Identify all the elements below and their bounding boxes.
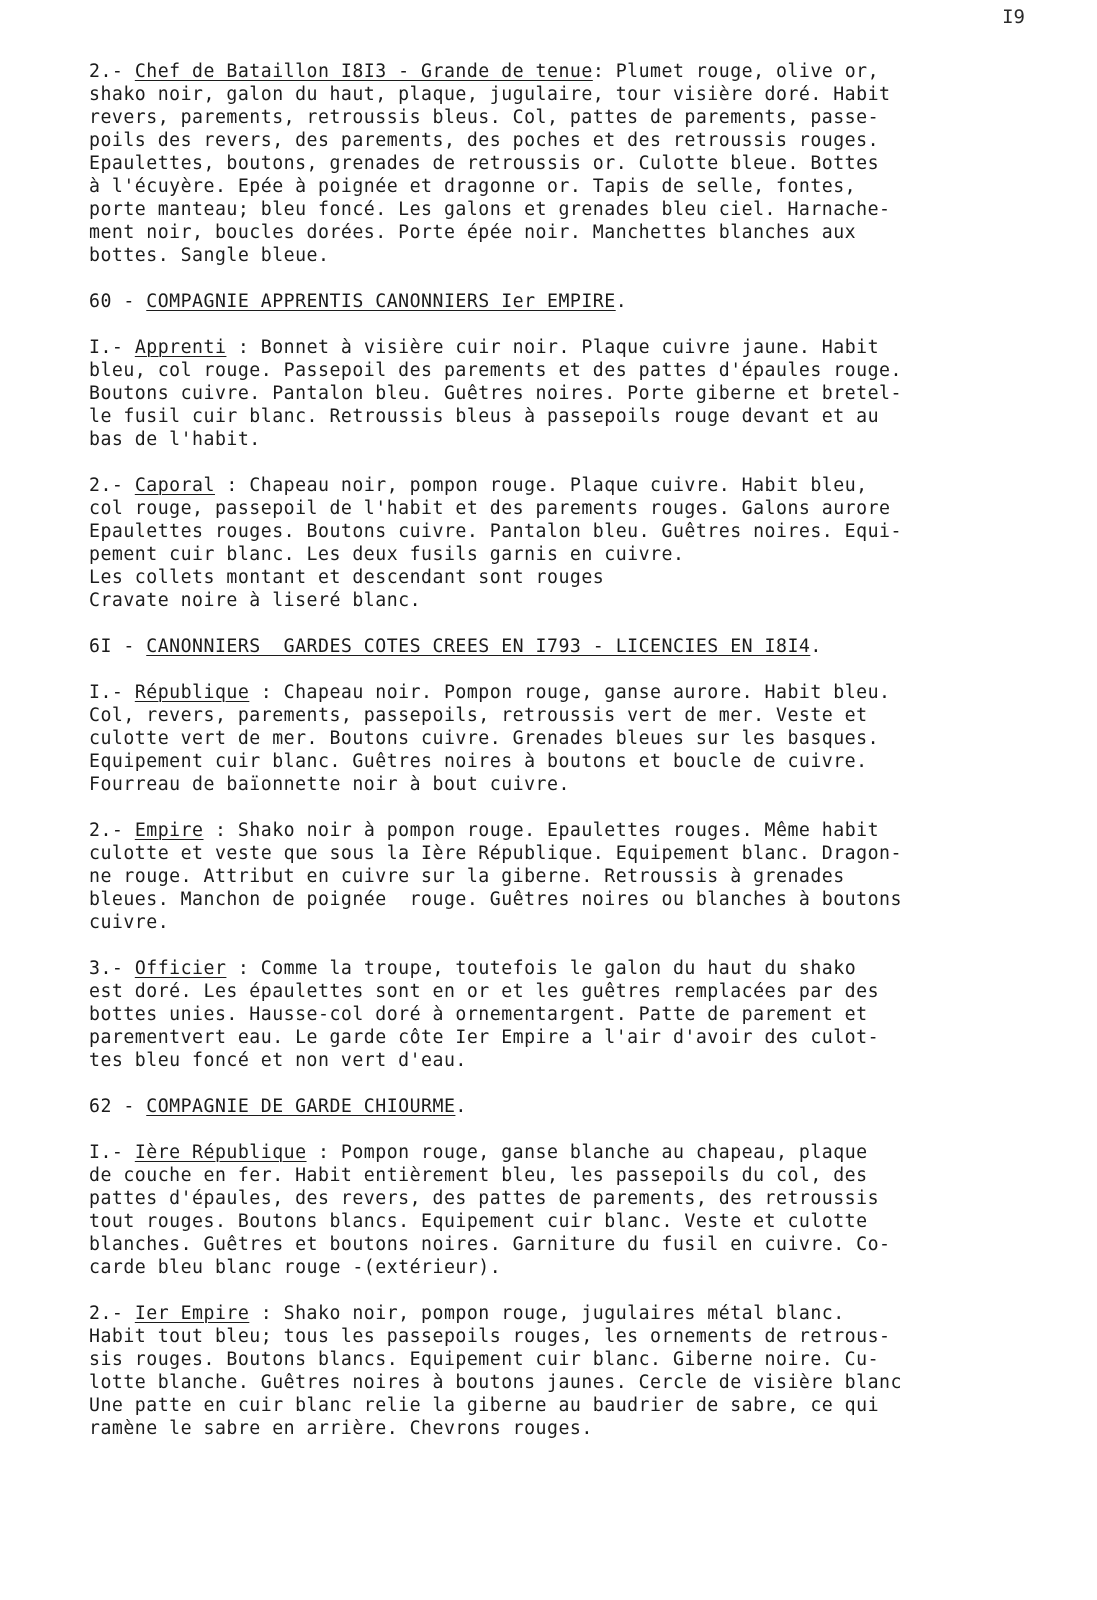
section-heading bbox=[89, 635, 1079, 658]
section-heading bbox=[89, 290, 1079, 313]
entry-text: parementvert eau. Le garde côte Ier Empire a l'air d'avoir des culot- bbox=[89, 1027, 880, 1048]
text-line bbox=[89, 106, 1079, 129]
entry-number: I.- bbox=[89, 682, 135, 703]
text-line bbox=[89, 773, 1079, 796]
entry-number: I.- bbox=[89, 1142, 135, 1163]
text-line bbox=[89, 1256, 1079, 1279]
blank-line bbox=[89, 934, 1079, 957]
entry-text: blanches. Guêtres et boutons noires. Garniture du fusil en cuivre. Co- bbox=[89, 1234, 891, 1255]
entry-title: Officier bbox=[134, 958, 227, 979]
blank-line bbox=[89, 1279, 1079, 1302]
entry-number: 2.- bbox=[89, 1303, 135, 1324]
uniform-entry bbox=[89, 957, 1079, 1072]
entry-text: Boutons cuivre. Pantalon bleu. Guêtres noires. Porte giberne et bretel- bbox=[89, 383, 902, 404]
section-title-punct: . bbox=[455, 1096, 467, 1117]
entry-text: tout rouges. Boutons blancs. Equipement cuir blanc. Veste et culotte bbox=[89, 1211, 868, 1232]
entry-text: Une patte en cuir blanc relie la giberne au baudrier de sabre, ce qui bbox=[89, 1395, 880, 1416]
text-line bbox=[89, 474, 1079, 497]
uniform-entry bbox=[89, 1141, 1079, 1279]
entry-title: Ier Empire bbox=[134, 1303, 250, 1324]
entry-text: pement cuir blanc. Les deux fusils garnis en cuivre. bbox=[89, 544, 685, 565]
entry-text: de couche en fer. Habit entièrement bleu, les passepoils du col, des bbox=[89, 1165, 868, 1186]
entry-title: Apprenti bbox=[134, 337, 227, 358]
entry-text: Epaulettes, boutons, grenades de retroussis or. Culotte bleue. Bottes bbox=[89, 153, 880, 174]
text-line bbox=[89, 1394, 1079, 1417]
text-line bbox=[89, 727, 1079, 750]
text-line bbox=[89, 60, 1079, 83]
entry-number: 3.- bbox=[89, 958, 135, 979]
text-line bbox=[89, 957, 1079, 980]
text-line bbox=[89, 1164, 1079, 1187]
entry-text: : Shako noir, pompon rouge, jugulaires métal blanc. bbox=[249, 1303, 845, 1324]
text-line bbox=[89, 520, 1079, 543]
entry-number: 2.- bbox=[89, 820, 135, 841]
text-line bbox=[89, 83, 1079, 106]
entry-number: 2.- bbox=[89, 61, 135, 82]
text-line bbox=[89, 1417, 1079, 1440]
text-line bbox=[89, 1348, 1079, 1371]
section-title: COMPAGNIE DE GARDE CHIOURME bbox=[146, 1096, 456, 1117]
entry-text: Les collets montant et descendant sont rouges bbox=[89, 567, 605, 588]
entry-text: carde bleu blanc rouge -(extérieur). bbox=[89, 1257, 502, 1278]
entry-text: Equipement cuir blanc. Guêtres noires à boutons et boucle de cuivre. bbox=[89, 751, 868, 772]
entry-title: Ière République bbox=[134, 1142, 307, 1163]
entry-text: : Plumet rouge, olive or, bbox=[592, 61, 880, 82]
entry-text: sis rouges. Boutons blancs. Equipement cuir blanc. Giberne noire. Cu- bbox=[89, 1349, 880, 1370]
entry-text: tes bleu foncé et non vert d'eau. bbox=[89, 1050, 467, 1071]
blank-line bbox=[89, 1118, 1079, 1141]
text-line bbox=[89, 1325, 1079, 1348]
entry-text: Habit tout bleu; tous les passepoils rouges, les ornements de retrous- bbox=[89, 1326, 891, 1347]
text-line bbox=[89, 566, 1079, 589]
entry-text: : Chapeau noir, pompon rouge. Plaque cuivre. Habit bleu, bbox=[214, 475, 868, 496]
entry-text: : Chapeau noir. Pompon rouge, ganse aurore. Habit bleu. bbox=[249, 682, 891, 703]
section-title-punct: . bbox=[810, 636, 822, 657]
text-line bbox=[89, 129, 1079, 152]
blank-line bbox=[89, 267, 1079, 290]
blank-line bbox=[89, 658, 1079, 681]
text-line bbox=[89, 198, 1079, 221]
text-line bbox=[89, 704, 1079, 727]
entry-text: à l'écuyère. Epée à poignée et dragonne or. Tapis de selle, fontes, bbox=[89, 176, 857, 197]
entry-title: Empire bbox=[134, 820, 204, 841]
text-line bbox=[89, 750, 1079, 773]
uniform-entry bbox=[89, 819, 1079, 934]
text-line bbox=[89, 1003, 1079, 1026]
entry-text: col rouge, passepoil de l'habit et des parements rouges. Galons aurore bbox=[89, 498, 891, 519]
entry-text: bas de l'habit. bbox=[89, 429, 261, 450]
entry-text: le fusil cuir blanc. Retroussis bleus à passepoils rouge devant et au bbox=[89, 406, 880, 427]
entry-text: bottes. Sangle bleue. bbox=[89, 245, 330, 266]
entry-text: est doré. Les épaulettes sont en or et les guêtres remplacées par des bbox=[89, 981, 880, 1002]
entry-text: ne rouge. Attribut en cuivre sur la giberne. Retroussis à grenades bbox=[89, 866, 845, 887]
entry-text: Cravate noire à liseré blanc. bbox=[89, 590, 422, 611]
uniform-entry bbox=[89, 336, 1079, 451]
text-line bbox=[89, 1141, 1079, 1164]
text-line bbox=[89, 842, 1079, 865]
entry-text: : Shako noir à pompon rouge. Epaulettes rouges. Même habit bbox=[203, 820, 880, 841]
text-line bbox=[89, 543, 1079, 566]
text-line bbox=[89, 497, 1079, 520]
blank-line bbox=[89, 796, 1079, 819]
entry-text: porte manteau; bleu foncé. Les galons et grenades bleu ciel. Harnache- bbox=[89, 199, 891, 220]
text-line bbox=[89, 1187, 1079, 1210]
entry-title: Caporal bbox=[134, 475, 215, 496]
text-line bbox=[89, 336, 1079, 359]
entry-text: bleu, col rouge. Passepoil des parements et des pattes d'épaules rouge. bbox=[89, 360, 902, 381]
text-line bbox=[89, 382, 1079, 405]
text-line bbox=[89, 1026, 1079, 1049]
section-title: CANONNIERS GARDES COTES CREES EN I793 - LICENCIES EN I8I4 bbox=[146, 636, 811, 657]
text-line bbox=[89, 152, 1079, 175]
text-line bbox=[89, 1302, 1079, 1325]
text-line bbox=[89, 888, 1079, 911]
section-title-punct: . bbox=[615, 291, 628, 312]
uniform-entry bbox=[89, 681, 1079, 796]
entry-number: 2.- bbox=[89, 475, 135, 496]
text-line bbox=[89, 980, 1079, 1003]
entry-text: Fourreau de baïonnette noir à bout cuivre. bbox=[89, 774, 570, 795]
entry-title: Chef de Bataillon I8I3 - Grande de tenue bbox=[134, 61, 593, 82]
entry-text: ment noir, boucles dorées. Porte épée noir. Manchettes blanches aux bbox=[89, 222, 857, 243]
entry-text: culotte et veste que sous la Ière République. Equipement blanc. Dragon- bbox=[89, 843, 902, 864]
text-line bbox=[89, 244, 1079, 267]
entry-text: : Comme la troupe, toutefois le galon du haut du shako bbox=[226, 958, 857, 979]
entry-text: revers, parements, retroussis bleus. Col, pattes de parements, passe- bbox=[89, 107, 880, 128]
entry-text: bleues. Manchon de poignée rouge. Guêtres noires ou blanches à boutons bbox=[89, 889, 902, 910]
page-number: I9 bbox=[1002, 6, 1025, 28]
entry-text: : Bonnet à visière cuir noir. Plaque cuivre jaune. Habit bbox=[226, 337, 880, 358]
entry-text: Col, revers, parements, passepoils, retroussis vert de mer. Veste et bbox=[89, 705, 868, 726]
text-line bbox=[89, 1371, 1079, 1394]
section-number: 6I - bbox=[89, 636, 147, 657]
entry-text: poils des revers, des parements, des poches et des retroussis rouges. bbox=[89, 130, 880, 151]
entry-title: République bbox=[134, 682, 250, 703]
entry-text: culotte vert de mer. Boutons cuivre. Grenades bleues sur les basques. bbox=[89, 728, 880, 749]
text-line bbox=[89, 681, 1079, 704]
uniform-entry bbox=[89, 474, 1079, 612]
entry-text: ramène le sabre en arrière. Chevrons rouges. bbox=[89, 1418, 593, 1439]
blank-line bbox=[89, 313, 1079, 336]
entry-text: shako noir, galon du haut, plaque, jugulaire, tour visière doré. Habit bbox=[89, 84, 891, 105]
entry-number: I.- bbox=[89, 337, 135, 358]
entry-text: pattes d'épaules, des revers, des pattes de parements, des retroussis bbox=[89, 1188, 880, 1209]
text-line bbox=[89, 405, 1079, 428]
uniform-entry bbox=[89, 1302, 1079, 1440]
text-line bbox=[89, 911, 1079, 934]
text-line bbox=[89, 175, 1079, 198]
section-title: COMPAGNIE APPRENTIS CANONNIERS Ier EMPIRE bbox=[146, 291, 616, 312]
text-line bbox=[89, 1233, 1079, 1256]
blank-line bbox=[89, 1072, 1079, 1095]
text-line bbox=[89, 1049, 1079, 1072]
blank-line bbox=[89, 451, 1079, 474]
entry-text: bottes unies. Hausse-col doré à ornementargent. Patte de parement et bbox=[89, 1004, 868, 1025]
text-line bbox=[89, 865, 1079, 888]
entry-text: : Pompon rouge, ganse blanche au chapeau, plaque bbox=[306, 1142, 868, 1163]
text-line bbox=[89, 428, 1079, 451]
uniform-entry bbox=[89, 60, 1079, 267]
section-number: 62 - bbox=[89, 1096, 147, 1117]
section-number: 60 - bbox=[89, 291, 147, 312]
entry-text: Epaulettes rouges. Boutons cuivre. Pantalon bleu. Guêtres noires. Equi- bbox=[89, 521, 902, 542]
entry-text: cuivre. bbox=[89, 912, 170, 933]
page-content bbox=[89, 60, 1079, 1440]
entry-text: lotte blanche. Guêtres noires à boutons jaunes. Cercle de visière blanc bbox=[89, 1372, 902, 1393]
blank-line bbox=[89, 612, 1079, 635]
text-line bbox=[89, 359, 1079, 382]
text-line bbox=[89, 819, 1079, 842]
text-line bbox=[89, 589, 1079, 612]
section-heading bbox=[89, 1095, 1079, 1118]
text-line bbox=[89, 221, 1079, 244]
text-line bbox=[89, 1210, 1079, 1233]
